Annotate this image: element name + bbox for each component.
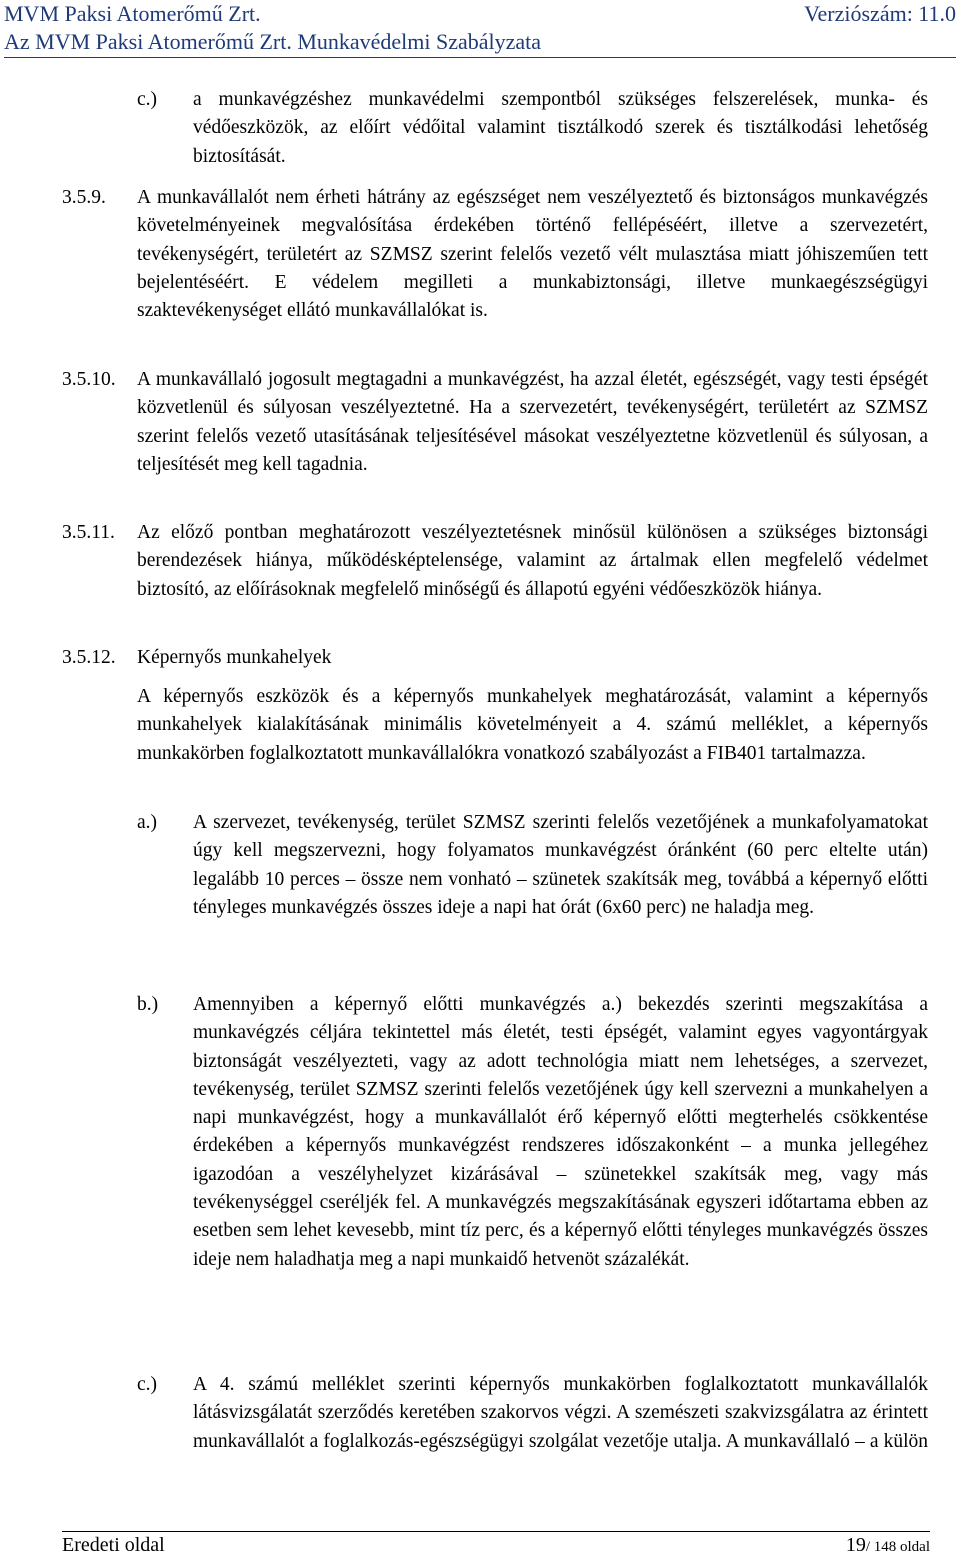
item-label-c-top: c.) bbox=[137, 89, 158, 110]
item-text-c-top: a munkavégzéshez munkavédelmi szempontból szükséges felszerelések, munka- és védőeszközök, az előírt védőital valamint tisztálkodó szerek és tisztálkodási lehetőség biztosítását. bbox=[193, 89, 928, 167]
item-label-b: b.) bbox=[137, 994, 159, 1015]
item-label-c: c.) bbox=[137, 1374, 158, 1395]
footer-page-total: / 148 oldal bbox=[865, 1539, 930, 1555]
section-intro-3512: A képernyős eszközök és a képernyős munkahelyek meghatározását, valamint a képernyős munkahelyek kialakításának minimális követelményeit a 4. számú melléklet, a képernyős munkakörben foglalkoztatott munkavállalókra vonatkozó szabályozást a FIB401 tartalmazza. bbox=[137, 686, 928, 764]
section-text-3510: A munkavállaló jogosult megtagadni a munkavégzést, ha azzal életét, egészségét, vagy testi épségét közvetlenül és súlyosan veszélyeztetné. Ha a szervezetért, tevékenységért, területért az SZMSZ szerint felelős vezető utasításának teljesítésével másokat veszélyeztetne közvetlenül és súlyosan, a teljesítését meg kell tagadnia. bbox=[137, 369, 928, 475]
item-text-b: Amennyiben a képernyő előtti munkavégzés a.) bekezdés szerinti megszakítása a munkavégzés céljára tekintettel más életét, testi épségét, valamint egyes vagyontárgyak biztonságát veszélyezteti, vagy az adott technológia miatt nem lehetséges, a szervezet, tevékenység, terület SZMSZ szerinti felelős vezetőjének úgy kell szervezni a munkahelyen a napi munkavégzést, hogy a munkavállalót érő képernyő előtti megterhelés csökkentése érdekében a képernyős munkavégzést rendszeres időszakonként – a munka jellegéhez igazodóan a veszélyhelyzet kizárásával – szünetekkel szakítsák meg, vagy más tevékenységgel cseréljék fel. A munkavégzés megszakításának egyszeri időtartama ebben az esetben sem lehet kevesebb, mint tíz perc, és a képernyő előtti tényleges munkavégzés összes ideje nem haladhatja meg a napi munkaidő hetvenöt százalékát. bbox=[193, 994, 928, 1270]
section-text-359: A munkavállalót nem érheti hátrány az egészséget nem veszélyeztető és biztonságos munkavégzés követelményeinek megvalósítása érdekében történő fellépéséért, illetve a szervezetért, tevékenységért, területért az SZMSZ szerint felelős vezető vélt mulasztása miatt jóhiszeműen tett bejelentéséért. E védelem megilleti a munkabiztonsági, illetve munkaegészségügyi szaktevékenységet ellátó munkavállalókat is. bbox=[137, 187, 928, 322]
header-title: Az MVM Paksi Atomerőmű Zrt. Munkavédelmi Szabályzata bbox=[4, 29, 542, 54]
header-version: Verziószám: 11.0 bbox=[804, 1, 956, 26]
item-text-c: A 4. számú melléklet szerinti képernyős munkakörben foglalkoztatott munkavállalók látásvizsgálatát szerződés keretében szakorvos végzi. A szemészeti szakvizsgálatra az érintett munkavállalót a foglalkozás-egészségügyi szolgálat vezetője utalja. A munkavállaló – a külön bbox=[193, 1374, 928, 1452]
section-number-359: 3.5.9. bbox=[62, 187, 106, 208]
footer-page-current: 19 bbox=[845, 1534, 866, 1556]
item-text-a: A szervezet, tevékenység, terület SZMSZ szerinti felelős vezetőjének a munkafolyamatokat úgy kell megszervezni, hogy folyamatos munkavégzést óránként (60 perc eltelte után) legalább 10 perces – össze nem vonható – szünetek szakítsák meg, továbbá a képernyő előtti tényleges munkavégzés összes ideje a napi hat órát (6x60 perc) ne haladja meg. bbox=[193, 812, 928, 918]
section-number-3512: 3.5.12. bbox=[62, 647, 116, 668]
header-company: MVM Paksi Atomerőmű Zrt. bbox=[4, 1, 261, 26]
page-header-title bbox=[4, 27, 956, 58]
section-text-3511: Az előző pontban meghatározott veszélyeztetésnek minősül különösen a szükséges biztonsági berendezések hiánya, működésképtelensége, valamint az ártalmak ellen megfelelő védelmet biztosító, az előírásoknak megfelelő minőségű és állapotú egyéni védőeszközök hiánya. bbox=[137, 522, 928, 600]
section-number-3511: 3.5.11. bbox=[62, 522, 115, 543]
footer-original-page: Eredeti oldal bbox=[62, 1534, 165, 1556]
section-heading-3512: Képernyős munkahelyek bbox=[137, 647, 332, 668]
page-footer bbox=[62, 1531, 930, 1558]
page-header-top bbox=[4, 0, 956, 28]
item-label-a: a.) bbox=[137, 812, 158, 833]
footer-page-number bbox=[846, 1532, 930, 1558]
section-number-3510: 3.5.10. bbox=[62, 369, 116, 390]
